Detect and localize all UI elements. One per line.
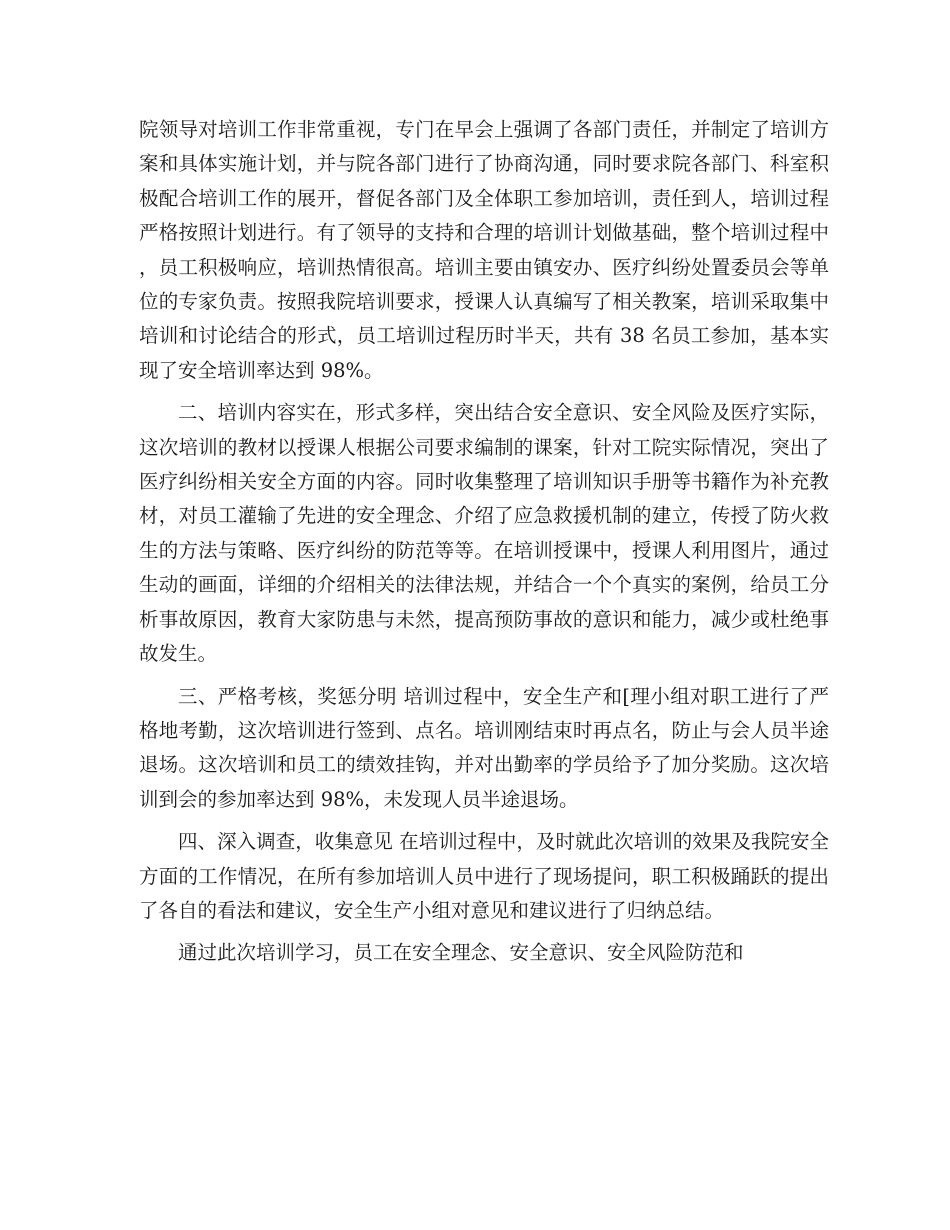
document-page [139, 113, 829, 979]
paragraph-survey: 四、深入调查，收集意见 在培训过程中，及时就此次培训的效果及我院安全方面的工作情况，在所有参加培训人员中进行了现场提问，职工积极踊跃的提出了各自的看法和建议，安全生产小组对意见和建议进行了归纳总结。 [139, 830, 829, 922]
paragraph-conclusion: 通过此次培训学习，员工在安全理念、安全意识、安全风险防范和 [178, 941, 744, 965]
paragraph-training-overview: 院领导对培训工作非常重视，专门在早会上强调了各部门责任，并制定了培训方案和具体实施计划，并与院各部门进行了协商沟通，同时要求院各部门、科室积极配合培训工作的展开，督促各部门及全体职工参加培训，责任到人，培训过程严格按照计划进行。有了领导的支持和合理的培训计划做基础，整个培训过程中，员工积极响应，培训热情很高。培训主要由镇安办、医疗纠纷处置委员会等单位的专家负责。按照我院培训要求，授课人认真编写了相关教案，培训采取集中培训和讨论结合的形式，员工培训过程历时半天，共有 38 名员工参加，基本实现了安全培训率达到 98%。 [139, 118, 829, 382]
paragraph-assessment: 三、严格考核，奖惩分明 培训过程中，安全生产和[理小组对职工进行了严格地考勤，这次培训进行签到、点名。培训刚结束时再点名，防止与会人员半途退场。这次培训和员工的绩效挂钩，并对出勤率的学员给予了加分奖励。这次培训到会的参加率达到 98%，未发现人员半途退场。 [139, 684, 829, 811]
paragraph-training-content: 二、培训内容实在，形式多样，突出结合安全意识、安全风险及医疗实际，这次培训的教材以授课人根据公司要求编制的课案，针对工院实际情况，突出了医疗纠纷相关安全方面的内容。同时收集整理了培训知识手册等书籍作为补充教材，对员工灌输了先进的安全理念、介绍了应急救援机制的建立，传授了防火救生的方法与策略、医疗纠纷的防范等等。在培训授课中，授课人利用图片，通过生动的画面，详细的介绍相关的法律法规，并结合一个个真实的案例，给员工分析事故原因，教育大家防患与未然，提高预防事故的意识和能力，减少或杜绝事故发生。 [139, 401, 829, 666]
